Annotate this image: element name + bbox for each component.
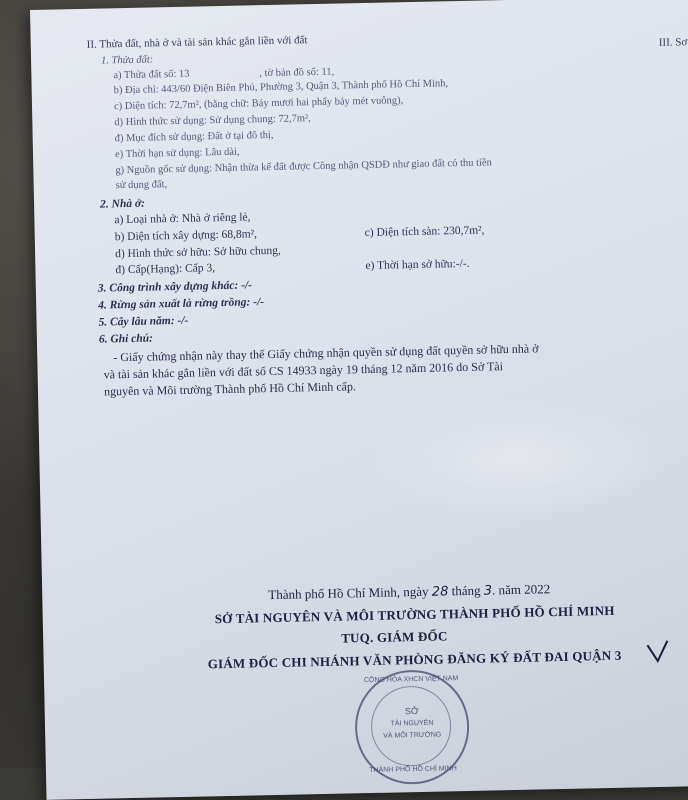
signature-mark [643, 637, 674, 668]
other-works: 3. Công trình xây dựng khác: -/- [97, 279, 253, 295]
seal-line-3: VÀ MÔI TRƯỜNG [383, 731, 442, 740]
seal-ring-bottom: THÀNH PHỐ HỒ CHÍ MINH [369, 765, 457, 775]
land-origin-cont: sử dụng đất, [115, 179, 168, 192]
paper-crease [368, 397, 670, 523]
handwritten-day: 28 [431, 584, 449, 600]
land-heading: 1. Thửa đất: [100, 54, 154, 67]
note-line-2: và tài sản khác gắn liền với đất số CS 14933 ngày 19 tháng 12 năm 2016 do Sở Tài [103, 359, 504, 382]
house-ownership-term: e) Thời hạn sở hữu:-/-. [365, 257, 470, 273]
section-iii-title: III. Sơ [658, 36, 688, 49]
note-line-3: nguyên và Môi trường Thành phố Hồ Chí Minh cấp. [103, 379, 357, 399]
house-build-area: b) Diện tích xây dựng: 68,8m², [114, 228, 258, 244]
tuq-director: TUQ. GIÁM ĐỐC [341, 628, 448, 646]
land-area: c) Diện tích: 72,7m², (bằng chữ: Bảy mươi hai phẩy bảy mét vuông), [113, 95, 404, 113]
land-use-form: d) Hình thức sử dụng: Sử dụng chung: 72,7m², [114, 113, 311, 129]
seal-line-1: SỞ [404, 706, 419, 717]
house-floor-area: c) Diện tích sàn: 230,7m², [364, 224, 485, 240]
land-purpose: đ) Mục đích sử dụng: Đất ở tại đô thị, [114, 129, 274, 145]
map-sheet: , tờ bản đồ số: 11, [259, 66, 335, 80]
notes-heading: 6. Ghi chú: [98, 332, 154, 346]
land-origin: g) Nguồn gốc sử dụng: Nhận thừa kế đất được Công nhận QSDĐ như giao đất có thu tiền [115, 157, 492, 177]
section-ii-title: II. Thửa đất, nhà ở và tài sản khác gắn liền với đất [86, 34, 308, 51]
production-forest: 4. Rừng sản xuất là rừng trồng: -/- [98, 296, 265, 312]
seal-ring-top: CỘNG HÒA XHCN VIỆT NAM [363, 675, 459, 685]
issuing-department: SỞ TÀI NGUYÊN VÀ MÔI TRƯỜNG THÀNH PHỐ HỒ CHÍ MINH [214, 602, 615, 627]
house-heading: 2. Nhà ở: [99, 197, 146, 211]
land-term: e) Thời hạn sử dụng: Lâu dài, [114, 146, 240, 161]
land-address: b) Địa chỉ: 443/60 Điện Biên Phủ, Phường 3, Quận 3, Thành phố Hồ Chí Minh, [113, 78, 449, 97]
branch-director: GIÁM ĐỐC CHI NHÁNH VĂN PHÒNG ĐĂNG KÝ ĐẤT ĐAI QUẬN 3 [207, 647, 622, 672]
handwritten-month: 3 [483, 583, 493, 599]
house-type: a) Loại nhà ở: Nhà ở riêng lẻ, [114, 211, 251, 227]
parcel-number: a) Thửa đất số: 13 [113, 68, 190, 82]
house-ownership-form: d) Hình thức sở hữu: Sở hữu chung, [115, 244, 281, 261]
note-line-1: - Giấy chứng nhận này thay thế Giấy chứng nhận quyền sử dụng đất quyền sở hữu nhà ở [113, 341, 539, 365]
perennial-trees: 5. Cây lâu năm: -/- [98, 314, 189, 329]
signing-date: Thành phố Hồ Chí Minh, ngày 28 tháng 3. năm 2022 [268, 581, 551, 603]
house-grade: đ) Cấp(Hạng): Cấp 3, [115, 262, 216, 277]
land-certificate-page [30, 0, 688, 800]
seal-line-2: TÀI NGUYÊN [390, 719, 434, 728]
